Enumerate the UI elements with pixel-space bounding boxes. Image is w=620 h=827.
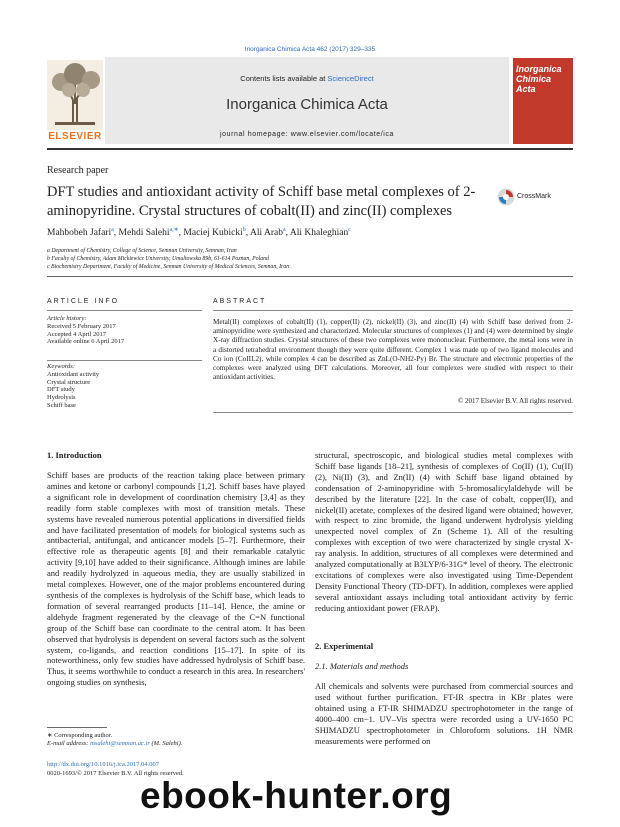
abstract-heading: ABSTRACT xyxy=(213,298,267,305)
received-date: Received 5 February 2017 xyxy=(47,322,116,330)
abstract-text: Metal(II) complexes of cobalt(II) (1), copper(II) (2), nickel(II) (3), and zinc(II) (4) with Schiff base derived from 2-aminopyridine were synthesized and characterized. Molecular structures of complexes (1) and (4) were determined by single X-ray diffraction studies. Crystal structures of these two complexes were mononuclear. Furthermore, the metal ions were in a distorted tetrahedral environment though they were quite different. Complex 1 was made up of two ligand molecules and Co ion (CoIIL2), while complex 4 can be described as ZnL(O-NH2-Py) Br. The structure and electronic properties of the complexes were analyzed using DFT calculations. Moreover, all four complexes were studied with respect to their antioxidant activities. xyxy=(213,318,573,382)
author-name[interactable]: Ali Khaleghian xyxy=(289,228,349,239)
journal-homepage-line xyxy=(105,131,509,138)
article-history xyxy=(47,315,197,346)
contents-available-line xyxy=(105,74,509,83)
keywords-label: Keywords: xyxy=(47,363,75,370)
metadata-divider xyxy=(47,276,573,277)
accepted-date: Accepted 4 April 2017 xyxy=(47,330,107,338)
keywords-divider xyxy=(47,360,202,361)
homepage-link[interactable]: www.elsevier.com/locate/ica xyxy=(290,131,395,138)
author-list: Mahbobeh Jafari$^a$, Mehdi Salehi$^{a,∗}$, Maciej Kubicki$^b$, Ali Arab$^a$, Ali Khaleghian$^c$ xyxy=(47,227,351,239)
sciencedirect-link[interactable]: ScienceDirect xyxy=(327,74,374,83)
elsevier-tree-logo-icon xyxy=(47,60,103,140)
doi-link[interactable]: http://dx.doi.org/10.1016/j.ica.2017.04.007 xyxy=(47,761,160,768)
author-name[interactable]: Mehdi Salehi xyxy=(118,228,170,239)
footnote-divider xyxy=(47,727,107,728)
introduction-heading: 1. Introduction xyxy=(47,450,102,460)
corresponding-author-note: ∗ Corresponding author. xyxy=(47,732,113,739)
article-info-heading: ARTICLE INFO xyxy=(47,298,120,305)
keywords-block xyxy=(47,363,197,410)
author-affiliation-mark[interactable]: b xyxy=(242,227,246,233)
experimental-heading: 2. Experimental xyxy=(315,641,374,651)
article-type: Research paper xyxy=(47,165,109,176)
email-footnote xyxy=(47,740,182,747)
abstract-copyright: © 2017 Elsevier B.V. All rights reserved. xyxy=(457,397,573,405)
elsevier-logo-text: ELSEVIER xyxy=(48,131,102,142)
author-name[interactable]: Maciej Kubicki xyxy=(183,228,243,239)
right-column-paragraph: structural, spectroscopic, and biological studies metal complexes with Schiff base ligands [18–21], synthesis of complexes of Co(II) (1), Cu(II) (2), Ni(II) (3), and Zn(II) (4) with Schiff base ligand obtained by condensation of 2-aminopyridine with 5-bromosalicylaldehyde will be described by the literature [22]. In the case of cobalt, copper(II), and nickel(II) acetate, complexes of the desired ligand were obtained; however, with respect to zinc bromide, the ligand underwent hydrolysis yielding unexpected novel complex of Zn (Scheme 1). All of the resulting complexes with exception of two were characterized by single crystal X-ray analysis. In addition, structures of all complexes were determined and analyzed computationally at B3LYP/6-31G* level of theory. The electronic excitations of complexes were also investigated using Time-Dependent Density Functional Theory (TD-DFT). In addition, complexes were applied several antioxidant assays including total antioxidant activity by ferric reducing antioxidant power (FRAP). xyxy=(315,450,573,613)
contents-prefix: Contents lists available at xyxy=(240,74,328,83)
affiliation-a: a Department of Chemistry, College of Science, Semnan University, Semnan, Iran xyxy=(47,248,237,254)
materials-methods-heading: 2.1. Materials and methods xyxy=(315,661,409,671)
author-name[interactable]: Mahbobeh Jafari xyxy=(47,228,112,239)
author-affiliation-mark[interactable]: a xyxy=(283,227,286,233)
article-info-divider xyxy=(47,310,202,311)
keyword-item: Antioxidant activity xyxy=(47,370,100,378)
email-link[interactable]: msalehi@semnan.ac.ir xyxy=(90,740,150,747)
journal-reference-link[interactable]: Inorganica Chimica Acta 462 (2017) 329–335 xyxy=(244,46,376,53)
materials-methods-paragraph: All chemicals and solvents were purchased from commercial sources and used without further purification. FT-IR spectra in KBr plates were obtained using a FT-IR SHIMADZU spectrophotometer in the range of 4000–400 cm−1. UV–Vis spectra were recorded using a UV-1650 PC SHIMADZU spectrophotometer in Chloroform solutions. 1H NMR measurements were performed on xyxy=(315,681,573,746)
journal-cover-title: Inorganica Chimica Acta xyxy=(516,64,562,94)
keyword-item: DFT study xyxy=(47,386,75,394)
author-affiliation-mark[interactable]: a xyxy=(111,227,114,233)
author-affiliation-mark[interactable]: c xyxy=(348,227,351,233)
keyword-item: Crystal structure xyxy=(47,378,91,386)
author-name[interactable]: Ali Arab xyxy=(250,228,283,239)
author-affiliation-mark[interactable]: a,∗ xyxy=(169,227,179,233)
email-suffix: (M. Salehi). xyxy=(149,740,183,747)
affiliation-c: c Biochemistry Department, Faculty of Medicine, Semnan University of Medical Sciences, Semnan, Iran xyxy=(47,264,290,270)
crossmark-label[interactable]: CrossMark xyxy=(517,193,551,200)
introduction-paragraph: Schiff bases are products of the reaction taking place between primary amines and ketone or carbonyl compounds [1,2]. Schiff bases have played a significant role in development of coordination chemistry [3,4] as they readily form stable complexes with most of transition metals. These systems have revealed numerous potential applications in diversified fields and have facilitated presentation of models for biological systems such as antibacterial, antifungal, and anticancer models [5–7]. Furthermore, their effective role as therapeutic agents [8] and their remarkable catalytic activity [9,10] have added to their significance. Although imines are labile and readily hydrolyzed in aqueous media, they are usually stabilized in metal complexes. However, one of the major problems encountered during synthesis of the complexes is hydrolysis of the Schiff base, which leads to formation of several rearranged products [11–14]. Hence, the amine or aldehyde fragment regenerated by the cleavage of the C=N functional group of the Schiff base can coordinate to the central atom. It has been observed that hydrolysis is dependent on several factors such as the solvent system, co-ligands, and reaction conditions [15–17]. In spite of its noteworthiness, only few studies have addressed hydrolysis of Schiff base. Thus, it seems worthwhile to conduct a research in this area. In researchers' ongoing studies on synthesis, xyxy=(47,470,305,688)
online-date: Available online 6 April 2017 xyxy=(47,338,125,346)
email-label: E-mail address: xyxy=(47,740,91,747)
affiliation-b: b Faculty of Chemistry, Adam Mickiewicz University, Umultowska 89b, 61-614 Poznan, Poland xyxy=(47,256,269,262)
issn-line: 0020-1693/© 2017 Elsevier B.V. All rights reserved. xyxy=(47,770,184,777)
journal-name: Inorganica Chimica Acta xyxy=(226,96,388,113)
crossmark-icon[interactable] xyxy=(497,188,515,206)
header-divider xyxy=(47,148,573,150)
watermark-text: ebook-hunter.org xyxy=(140,775,453,816)
keyword-item: Hydrolysis xyxy=(47,394,76,402)
keyword-item: Schiff base xyxy=(47,401,76,409)
abstract-divider xyxy=(213,310,573,311)
history-label: Article history: xyxy=(47,315,87,322)
homepage-prefix: journal homepage: xyxy=(219,131,291,138)
article-title: DFT studies and antioxidant activity of Schiff base metal complexes of 2-aminopyridine. Crystal structures of cobalt(II) and zinc(II) complexes xyxy=(47,184,476,219)
abstract-bottom-divider xyxy=(213,412,573,413)
